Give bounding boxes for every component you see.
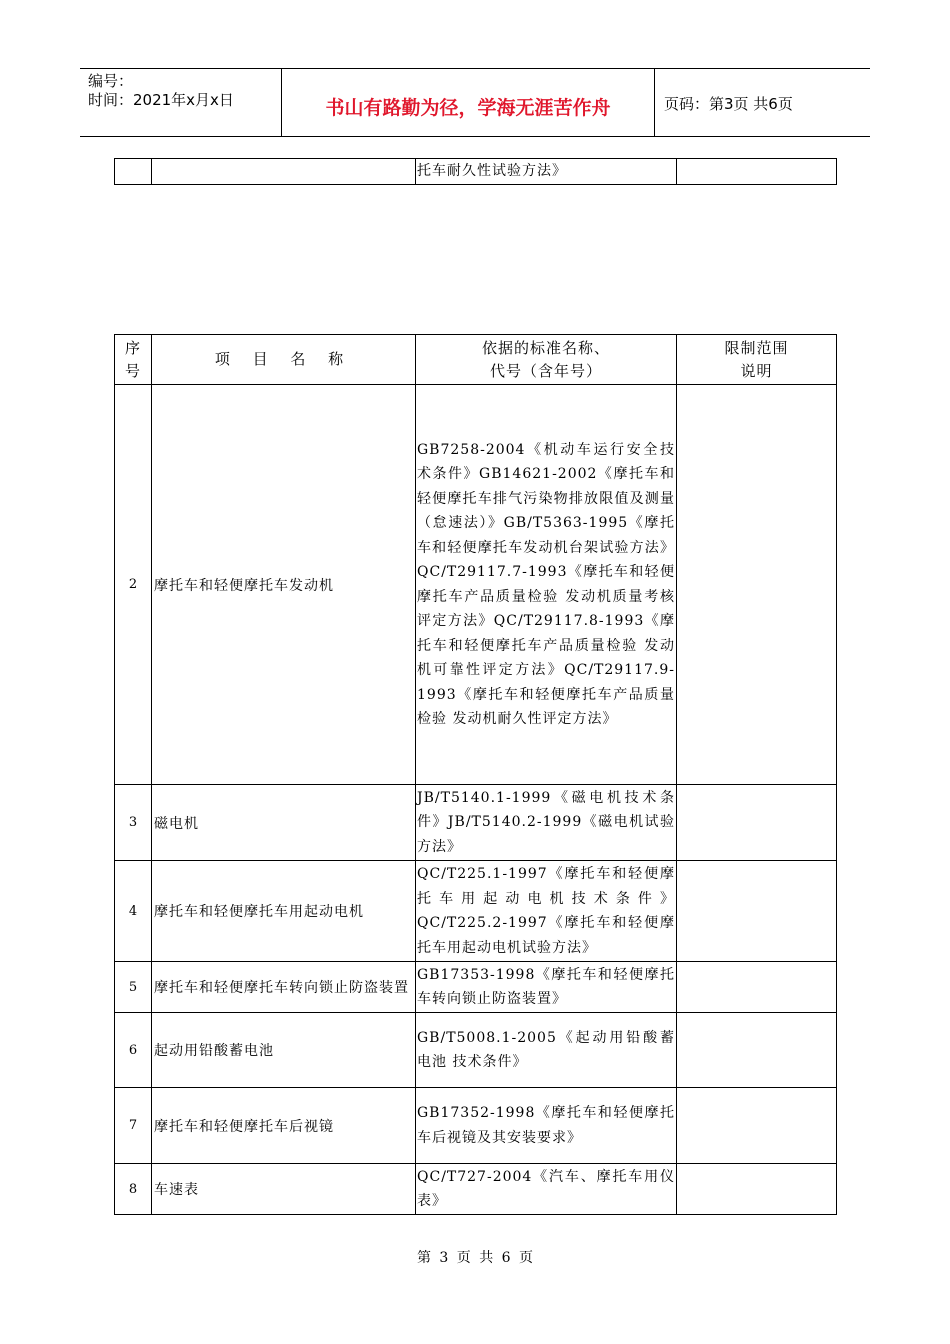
header-meta <box>88 72 234 110</box>
item-cell: 车速表 <box>152 1164 416 1215</box>
table-row <box>115 861 837 962</box>
table-row <box>115 1164 837 1215</box>
item-cell: 摩托车和轻便摩托车转向锁止防盗装置 <box>152 962 416 1013</box>
standard-header: 依据的标准名称、 代号（含年号） <box>416 335 677 385</box>
limit-cell <box>677 861 837 962</box>
table-row <box>115 159 837 185</box>
standard-cell: QC/T727-2004《汽车、摩托车用仪表》 <box>416 1164 677 1215</box>
header-divider <box>654 68 655 136</box>
table-row <box>115 785 837 861</box>
standard-cell: GB7258-2004《机动车运行安全技术条件》GB14621-2002《摩托车和轻便摩托车排气污染物排放限值及测量（怠速法）》GB/T5363-1995《摩托车和轻便摩托车发动机台架试验方法》QC/T29117.7-1993《摩托车和轻便摩托车产品质量检验 发动机质量考核评定方法》QC/T29117.8-1993《摩托车和轻便摩托车产品质量检验 发动机可靠性评定方法》QC/T29117.9-1993《摩托车和轻便摩托车产品质量检验 发动机耐久性评定方法》 <box>416 385 677 785</box>
item-cell: 起动用铅酸蓄电池 <box>152 1013 416 1088</box>
table-row <box>115 385 837 785</box>
standard-cell: 托车耐久性试验方法》 <box>416 159 677 185</box>
seq-cell <box>115 159 152 185</box>
standard-cell: GB17352-1998《摩托车和轻便摩托车后视镜及其安装要求》 <box>416 1088 677 1164</box>
item-header: 项 目 名 称 <box>152 335 416 385</box>
item-cell <box>152 159 416 185</box>
document-time-label: 时间：2021年x月x日 <box>88 91 234 109</box>
document-number-label: 编号： <box>88 72 134 90</box>
item-cell: 摩托车和轻便摩托车用起动电机 <box>152 861 416 962</box>
limit-cell <box>677 1013 837 1088</box>
standard-cell: GB17353-1998《摩托车和轻便摩托车转向锁止防盗装置》 <box>416 962 677 1013</box>
header-motto: 书山有路勤为径，学海无涯苦作舟 <box>325 97 611 119</box>
seq-cell: 8 <box>115 1164 152 1215</box>
seq-cell: 6 <box>115 1013 152 1088</box>
seq-cell: 7 <box>115 1088 152 1164</box>
seq-cell: 3 <box>115 785 152 861</box>
standard-cell: QC/T225.1-1997《摩托车和轻便摩托车用起动电机技术条件》QC/T225.2-1997《摩托车和轻便摩托车用起动电机试验方法》 <box>416 861 677 962</box>
limit-cell <box>677 962 837 1013</box>
table-row <box>115 1088 837 1164</box>
header-top-rule <box>80 68 870 69</box>
item-cell: 摩托车和轻便摩托车发动机 <box>152 385 416 785</box>
seq-header: 序 号 <box>115 335 152 385</box>
limit-header: 限制范围 说明 <box>677 335 837 385</box>
limit-cell <box>677 385 837 785</box>
item-cell: 摩托车和轻便摩托车后视镜 <box>152 1088 416 1164</box>
limit-cell <box>677 785 837 861</box>
standard-cell: GB/T5008.1-2005《起动用铅酸蓄电池 技术条件》 <box>416 1013 677 1088</box>
header-bottom-rule <box>80 136 870 137</box>
seq-cell: 2 <box>115 385 152 785</box>
continuation-table <box>114 158 837 185</box>
table-row <box>115 962 837 1013</box>
seq-cell: 5 <box>115 962 152 1013</box>
seq-cell: 4 <box>115 861 152 962</box>
standard-cell: JB/T5140.1-1999《磁电机技术条件》JB/T5140.2-1999《磁电机试验方法》 <box>416 785 677 861</box>
limit-cell <box>677 159 837 185</box>
header-page-label: 页码：第3页 共6页 <box>664 95 793 113</box>
table-row <box>115 1013 837 1088</box>
table-header-row <box>115 335 837 385</box>
limit-cell <box>677 1164 837 1215</box>
limit-cell <box>677 1088 837 1164</box>
page-footer: 第 3 页 共 6 页 <box>416 1250 534 1266</box>
standards-table <box>114 334 837 1215</box>
item-cell: 磁电机 <box>152 785 416 861</box>
